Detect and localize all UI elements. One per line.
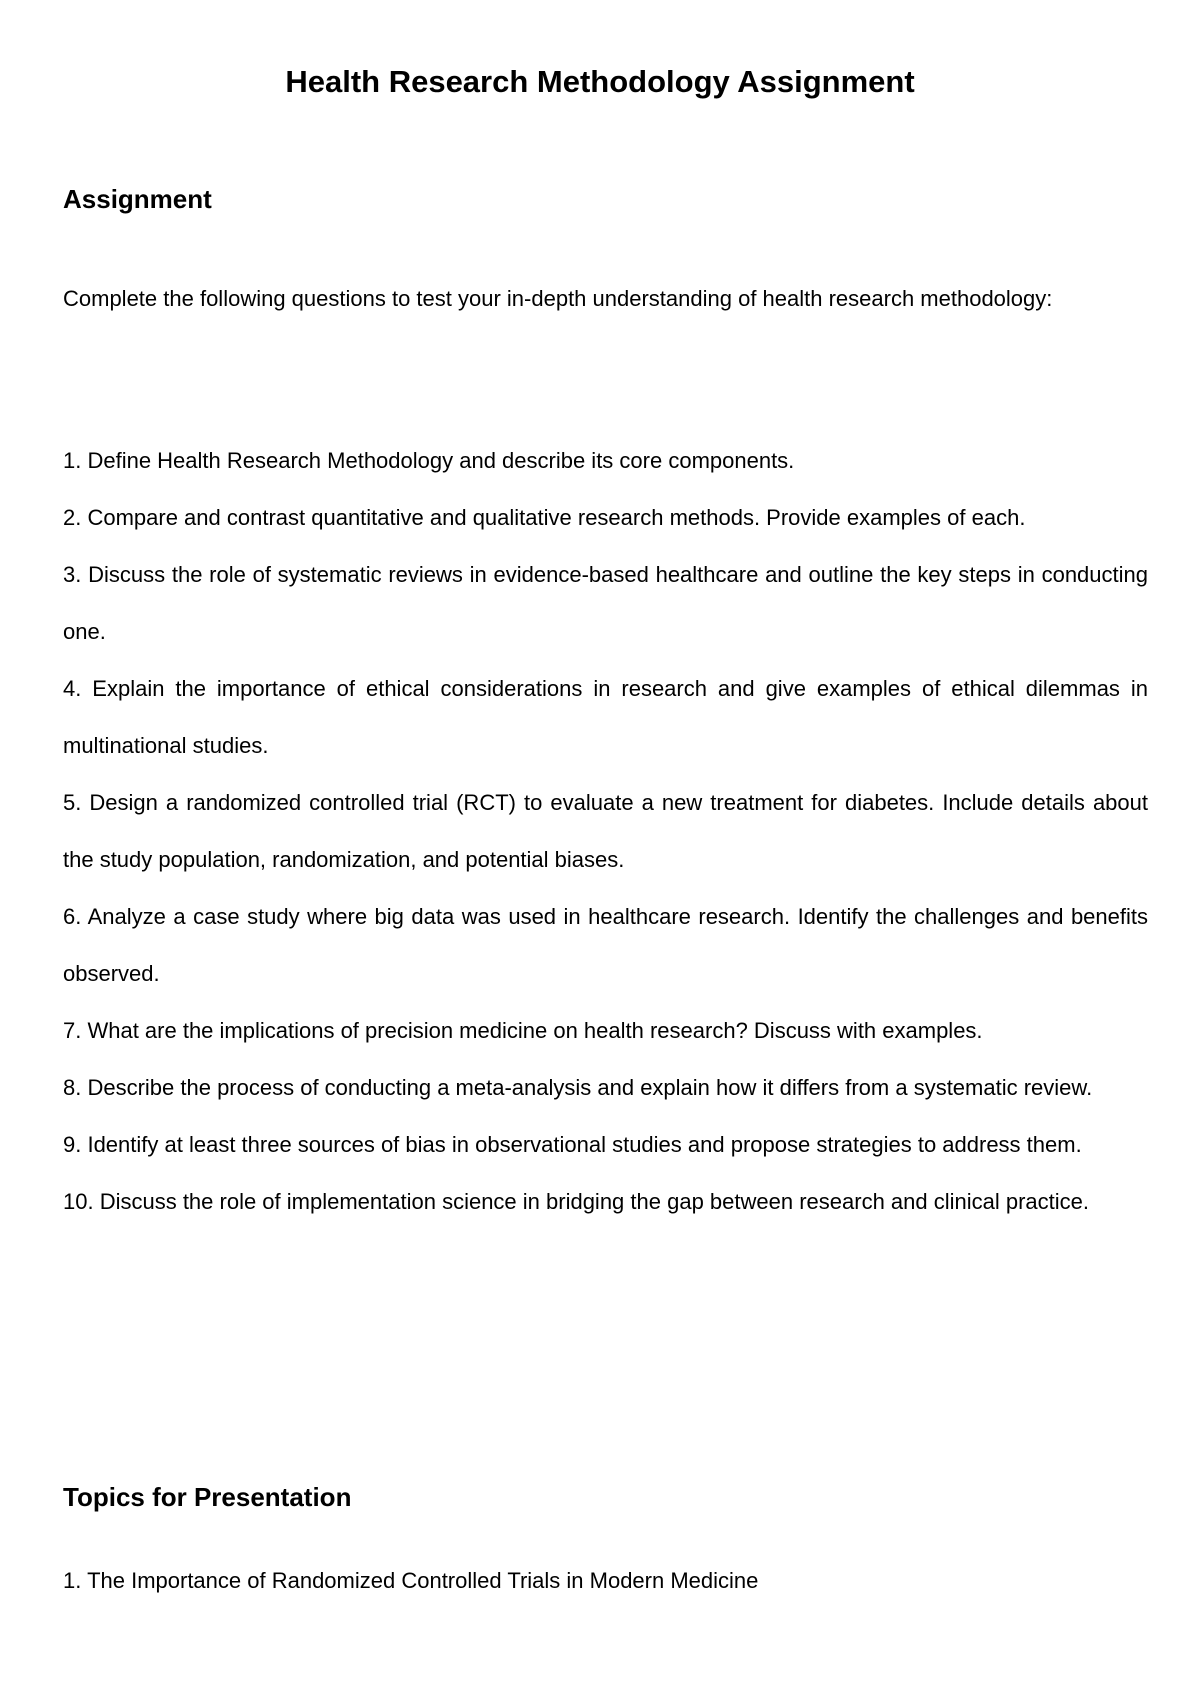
topics-heading: Topics for Presentation bbox=[63, 1482, 352, 1512]
list-item: 9. Identify at least three sources of bias in observational studies and propose strategies to address them. bbox=[63, 1132, 1082, 1157]
list-item: 2. Compare and contrast quantitative and qualitative research methods. Provide examples of each. bbox=[63, 505, 1026, 530]
list-item: 1. Define Health Research Methodology and describe its core components. bbox=[63, 448, 795, 473]
list-item: 3. Discuss the role of systematic reviews in evidence-based healthcare and outline the key steps in conducting one. bbox=[63, 562, 1148, 644]
assignment-heading: Assignment bbox=[63, 184, 212, 214]
list-item: 4. Explain the importance of ethical considerations in research and give examples of ethical dilemmas in multinational studies. bbox=[63, 676, 1148, 758]
list-item: 1. The Importance of Randomized Controlled Trials in Modern Medicine bbox=[63, 1568, 759, 1593]
list-item: 8. Describe the process of conducting a meta-analysis and explain how it differs from a systematic review. bbox=[63, 1075, 1093, 1100]
document-title: Health Research Methodology Assignment bbox=[285, 64, 915, 99]
list-item: 5. Design a randomized controlled trial (RCT) to evaluate a new treatment for diabetes. Include details about the study population, randomization, and potential biases. bbox=[63, 790, 1148, 872]
list-item: 10. Discuss the role of implementation science in bridging the gap between research and clinical practice. bbox=[63, 1189, 1090, 1214]
assignment-intro: Complete the following questions to test your in-depth understanding of health research methodology: bbox=[63, 286, 1053, 311]
list-item: 6. Analyze a case study where big data was used in healthcare research. Identify the challenges and benefits observed. bbox=[63, 904, 1148, 986]
list-item: 7. What are the implications of precision medicine on health research? Discuss with examples. bbox=[63, 1018, 983, 1043]
topic-list bbox=[63, 1552, 1148, 1609]
question-list bbox=[63, 432, 1148, 1230]
